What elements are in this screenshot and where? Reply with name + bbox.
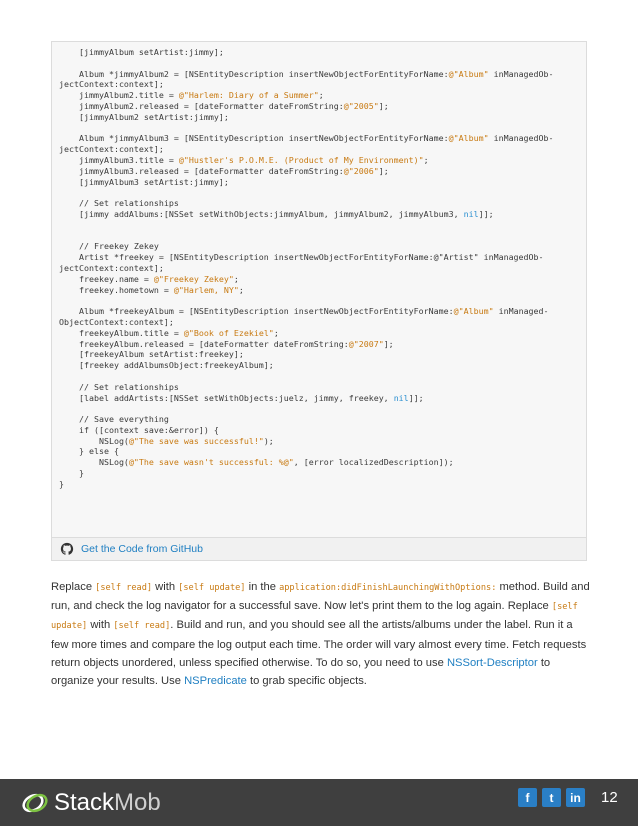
code-block <box>51 41 587 561</box>
code-line <box>59 177 581 188</box>
code-string: @"Harlem: Diary of a Summer" <box>178 90 319 101</box>
code-line <box>59 371 581 382</box>
code-text: , [error localizedDescription]); <box>293 457 454 468</box>
code-line <box>59 339 581 350</box>
code-string: @"Book of Ezekiel" <box>183 327 274 338</box>
code-string: @"2005" <box>343 100 379 111</box>
twitter-icon[interactable]: t <box>542 788 561 807</box>
paragraph-text: with <box>87 619 114 632</box>
code-text: [label addArtists:[NSSet setWithObjects:juelz, jimmy, freekey, <box>59 392 394 403</box>
inline-code: [self read] <box>113 621 171 632</box>
code-text: ; <box>233 273 239 284</box>
code-text: freekey.hometown = <box>59 284 174 295</box>
code-string: @"2006" <box>343 165 379 176</box>
code-line <box>59 479 581 490</box>
code-text: ); <box>263 435 274 446</box>
paragraph-text: with <box>152 581 179 593</box>
facebook-icon[interactable]: f <box>518 788 537 807</box>
code-line <box>59 436 581 447</box>
code-text: jectContext:context]; <box>59 79 164 90</box>
code-text: // Freekey Zekey <box>59 241 159 252</box>
paragraph-text: to organize your results. Use <box>51 656 551 688</box>
paragraph-text: method. Build and run, and check the log navigator for a successful save. Now let's print them to the log again. Replace <box>51 581 590 613</box>
code-line <box>59 457 581 468</box>
code-text: // Set relationships <box>59 198 179 209</box>
code-string: @"Album" <box>448 68 489 79</box>
code-keyword: nil <box>393 392 409 403</box>
code-line <box>59 198 581 209</box>
code-text: freekeyAlbum.released = [dateFormatter dateFromString: <box>59 338 349 349</box>
code-string: @"Freekey Zekey" <box>153 273 234 284</box>
paragraph-text: to grab specific objects. <box>246 675 367 688</box>
code-line <box>59 393 581 404</box>
code-text: } <box>59 478 64 489</box>
code-text: } else { <box>59 446 119 457</box>
code-text: [jimmyAlbum3 setArtist:jimmy]; <box>59 176 229 187</box>
linkedin-icon[interactable]: in <box>566 788 585 807</box>
code-line <box>59 468 581 479</box>
code-line <box>59 414 581 425</box>
code-line <box>59 155 581 166</box>
code-text: [jimmyAlbum2 setArtist:jimmy]; <box>59 111 229 122</box>
page-number: 12 <box>601 789 618 806</box>
code-text: Album *jimmyAlbum3 = [NSEntityDescription insertNewObjectForEntityForName: <box>59 133 449 144</box>
code-line <box>59 90 581 101</box>
code-text: ]]; <box>408 392 424 403</box>
doc-link[interactable]: NSSort-Descriptor <box>446 656 538 669</box>
code-text: } <box>59 468 84 479</box>
code-text: jimmyAlbum3.released = [dateFormatter dateFromString: <box>59 165 344 176</box>
code-listing <box>59 47 581 490</box>
code-line <box>59 382 581 393</box>
code-text: jimmyAlbum3.title = <box>59 154 179 165</box>
code-text: jectContext:context]; <box>59 144 164 155</box>
code-text: ; <box>238 284 244 295</box>
code-text: Album *jimmyAlbum2 = [NSEntityDescription insertNewObjectForEntityForName: <box>59 68 449 79</box>
code-string: @"Album" <box>453 306 494 317</box>
code-string: @"Hustler's P.O.M.E. (Product of My Environment)" <box>178 154 424 165</box>
code-text: ; <box>273 327 279 338</box>
code-line <box>59 101 581 112</box>
brand-name <box>54 789 161 817</box>
code-string: @"Album" <box>448 133 489 144</box>
page-footer <box>0 779 638 826</box>
github-octocat-icon <box>60 542 74 556</box>
paragraph-text: Replace <box>51 581 96 593</box>
code-line <box>59 295 581 306</box>
code-text: freekey.name = <box>59 273 154 284</box>
code-text: [freekeyAlbum setArtist:freekey]; <box>59 349 244 360</box>
code-text: jimmyAlbum2.released = [dateFormatter dateFromString: <box>59 100 344 111</box>
github-bar <box>52 537 586 560</box>
code-text: ]]; <box>478 208 494 219</box>
code-text: ; <box>318 90 324 101</box>
paragraph-text: . Build and run, and you should see all the artists/albums under the label. Run it a few more times and compare the log output each time. The order will vary almost every time. Fetch requests return objects unordered, unless specified otherwise. To do so, you need to use <box>51 619 587 669</box>
brand-stack: Stack <box>54 789 115 816</box>
code-line <box>59 166 581 177</box>
code-string: @"Harlem, NY" <box>173 284 239 295</box>
code-line <box>59 425 581 436</box>
inline-code: [self update] <box>51 602 578 632</box>
code-text: [jimmyAlbum setArtist:jimmy]; <box>59 47 224 57</box>
code-text: ; <box>423 154 429 165</box>
code-line <box>59 58 581 69</box>
code-line <box>59 285 581 296</box>
code-text: jectContext:context]; <box>59 262 164 273</box>
code-text: ObjectContext:context]; <box>59 316 174 327</box>
paragraph-text: in the <box>245 581 280 593</box>
code-line <box>59 187 581 198</box>
code-text: ]; <box>383 338 394 349</box>
code-text: [freekey addAlbumsObject:freekeyAlbum]; <box>59 360 274 371</box>
code-line <box>59 328 581 339</box>
code-text: // Set relationships <box>59 381 179 392</box>
code-line <box>59 263 581 274</box>
code-line <box>59 220 581 231</box>
code-text: Artist *freekey = [NSEntityDescription insertNewObjectForEntityForName:@"Artist" inManagedOb- <box>59 252 544 263</box>
code-line <box>59 133 581 144</box>
code-line <box>59 446 581 457</box>
code-line <box>59 123 581 134</box>
brand-mob: Mob <box>114 789 161 816</box>
code-line <box>59 79 581 90</box>
code-string: @"The save was successful!" <box>128 435 264 446</box>
code-text: inManagedOb- <box>488 133 554 144</box>
inline-code: [self update] <box>178 583 246 593</box>
code-line <box>59 360 581 371</box>
code-line <box>59 317 581 328</box>
code-text: inManagedOb- <box>488 68 554 79</box>
code-line <box>59 241 581 252</box>
doc-link[interactable]: NSPredicate <box>184 675 247 688</box>
inline-code: [self read] <box>95 583 153 593</box>
code-text: ]; <box>378 100 389 111</box>
code-text: Album *freekeyAlbum = [NSEntityDescription insertNewObjectForEntityForName: <box>59 306 454 317</box>
stackmob-logo <box>20 789 161 817</box>
code-line <box>59 274 581 285</box>
code-text: freekeyAlbum.title = <box>59 327 184 338</box>
code-line <box>59 231 581 242</box>
code-text: // Save everything <box>59 414 169 425</box>
code-line <box>59 306 581 317</box>
code-text: ]; <box>378 165 389 176</box>
code-line <box>59 112 581 123</box>
inline-code: application:didFinishLaunchingWithOptions: <box>279 583 497 593</box>
code-text: jimmyAlbum2.title = <box>59 90 179 101</box>
code-text: [jimmy addAlbums:[NSSet setWithObjects:jimmyAlbum, jimmyAlbum2, jimmyAlbum3, <box>59 208 464 219</box>
code-line <box>59 144 581 155</box>
code-text: if ([context save:&error]) { <box>59 424 219 435</box>
stackmob-logo-icon <box>20 790 50 816</box>
code-string: @"The save wasn't successful: %@" <box>128 457 294 468</box>
code-line <box>59 47 581 58</box>
code-line <box>59 209 581 220</box>
social-links <box>518 788 585 807</box>
code-line <box>59 252 581 263</box>
code-line <box>59 403 581 414</box>
code-keyword: nil <box>463 208 479 219</box>
code-line <box>59 349 581 360</box>
code-line <box>59 69 581 80</box>
github-code-link[interactable]: Get the Code from GitHub <box>81 543 203 555</box>
code-string: @"2007" <box>348 338 384 349</box>
code-text: NSLog( <box>59 435 129 446</box>
body-paragraph <box>51 578 591 690</box>
code-text: inManaged- <box>493 306 549 317</box>
code-text: NSLog( <box>59 457 129 468</box>
